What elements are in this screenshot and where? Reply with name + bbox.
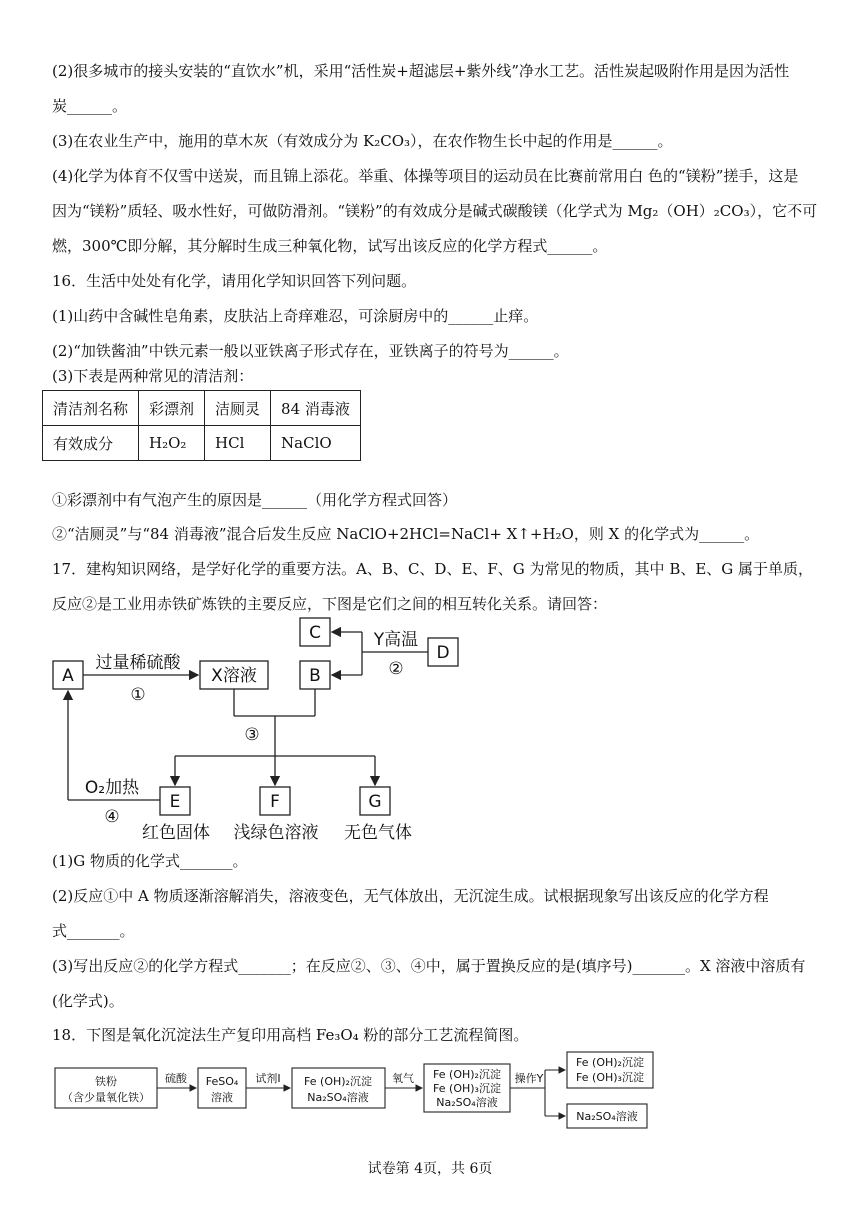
box1-line2: （含少量氧化铁） xyxy=(62,1091,150,1104)
arrow2-label: Y高温 xyxy=(373,630,419,650)
caption-g: 无色气体 xyxy=(344,823,412,843)
q16-stem: 16．生活中处处有化学，请用化学知识回答下列问题。 xyxy=(52,272,417,290)
arrow-oxygen: 氧气 xyxy=(392,1072,414,1085)
q17-stem-line2: 反应②是工业用赤铁矿炼铁的主要反应，下图是它们之间的相互转化关系。请回答： xyxy=(52,595,608,613)
arrow-reagent: 试剂I xyxy=(255,1072,281,1085)
node-e: E xyxy=(169,792,181,812)
caption-f: 浅绿色溶液 xyxy=(233,823,319,843)
table-cell: 彩漂剂 xyxy=(139,391,205,426)
table-cell: 清洁剂名称 xyxy=(43,391,139,426)
q17-part2-line2: 式_______。 xyxy=(52,922,135,940)
node-x: X溶液 xyxy=(211,666,257,686)
arrow-sulfuric-acid: 硫酸 xyxy=(165,1072,187,1085)
table-cell: 84 消毒液 xyxy=(271,391,361,426)
node-b: B xyxy=(309,666,321,686)
q18-stem: 18．下图是氧化沉淀法生产复印用高档 Fe₃O₄ 粉的部分工艺流程简图。 xyxy=(52,1026,529,1044)
q16-part1: (1)山药中含碱性皂角素，皮肤沾上奇痒难忍，可涂厨房中的______止痒。 xyxy=(52,307,539,325)
node-g: G xyxy=(368,792,382,812)
node-f: F xyxy=(270,792,280,812)
node-a: A xyxy=(62,666,74,686)
arrow-operation-y: 操作Y xyxy=(514,1072,544,1085)
box3-line1: Fe (OH)₂沉淀 xyxy=(304,1075,372,1088)
table-cell: 有效成分 xyxy=(43,426,139,461)
box3-line2: Na₂SO₄溶液 xyxy=(307,1091,369,1104)
q15-part4-line1: (4)化学为体育不仅雪中送炭，而且锦上添花。举重、体操等项目的运动员在比赛前常用白 色的“镁粉”搓手，这是 xyxy=(52,167,799,185)
table-cell: NaClO xyxy=(271,426,361,461)
process-flow-diagram xyxy=(0,1040,860,1140)
q17-stem-line1: 17．建构知识网络，是学好化学的重要方法。A、B、C、D、E、F、G 为常见的物质，其中 B、E、G 属于单质， xyxy=(52,560,814,578)
reaction1-number: ① xyxy=(130,685,146,705)
table-cell: 洁厕灵 xyxy=(205,391,271,426)
box5-line2: Fe (OH)₃沉淀 xyxy=(576,1071,644,1084)
node-c: C xyxy=(309,623,321,643)
arrow4-label: O₂加热 xyxy=(84,778,140,798)
box5-line1: Fe (OH)₂沉淀 xyxy=(576,1056,644,1069)
reaction2-number: ② xyxy=(388,659,404,679)
q16-sub2: ②“洁厕灵”与“84 消毒液”混合后发生反应 NaClO+2HCl=NaCl+ X↑+H₂O，则 X 的化学式为______。 xyxy=(52,525,760,543)
table-cell: HCl xyxy=(205,426,271,461)
arrow1-label: 过量稀硫酸 xyxy=(95,653,181,673)
q16-part3: (3)下表是两种常见的清洁剂： xyxy=(52,367,254,385)
table-row xyxy=(43,391,361,426)
q15-part4-line3: 燃，300℃即分解，其分解时生成三种氧化物，试写出该反应的化学方程式______。 xyxy=(52,237,608,255)
q15-part3: (3)在农业生产中，施用的草木灰（有效成分为 K₂CO₃），在农作物生长中起的作用是______。 xyxy=(52,132,673,150)
q17-part1: (1)G 物质的化学式_______。 xyxy=(52,852,248,870)
box4-line2: Fe (OH)₃沉淀 xyxy=(433,1082,501,1095)
box4-line3: Na₂SO₄溶液 xyxy=(436,1096,498,1109)
q15-part2-line1: (2)很多城市的接头安装的“直饮水”机，采用“活性炭+超滤层+紫外线”净水工艺。活性炭起吸附作用是因为活性 xyxy=(52,62,790,80)
reaction-network-diagram xyxy=(0,600,860,850)
q16-sub1: ①彩漂剂中有气泡产生的原因是______（用化学方程式回答） xyxy=(52,491,458,509)
table-row xyxy=(43,426,361,461)
reaction3-number: ③ xyxy=(244,725,260,745)
box1-line1: 铁粉 xyxy=(95,1075,117,1088)
caption-e: 红色固体 xyxy=(142,823,210,843)
q15-part2-line2: 炭______。 xyxy=(52,97,128,115)
q17-part3-line1: (3)写出反应②的化学方程式_______；在反应②、③、④中，属于置换反应的是(填序号)_______。X 溶液中溶质有 xyxy=(52,957,806,975)
node-d: D xyxy=(436,643,450,663)
page-footer: 试卷第 4页，共 6页 xyxy=(367,1161,493,1177)
box4-line1: Fe (OH)₂沉淀 xyxy=(433,1068,501,1081)
cleaner-table xyxy=(42,390,361,461)
q17-part2-line1: (2)反应①中 A 物质逐渐溶解消失，溶液变色，无气体放出，无沉淀生成。试根据现象写出该反应的化学方程 xyxy=(52,887,769,905)
q15-part4-line2: 因为“镁粉”质轻、吸水性好，可做防滑剂。“镁粉”的有效成分是碱式碳酸镁（化学式为 Mg₂（OH）₂CO₃），它不可 xyxy=(52,202,818,220)
reaction4-number: ④ xyxy=(104,807,120,827)
box6: Na₂SO₄溶液 xyxy=(576,1110,638,1123)
q16-part2: (2)“加铁酱油”中铁元素一般以亚铁离子形式存在，亚铁离子的符号为______。 xyxy=(52,342,569,360)
box2-line2: 溶液 xyxy=(211,1091,233,1104)
table-cell: H₂O₂ xyxy=(139,426,205,461)
q17-part3-line2: (化学式)。 xyxy=(52,992,124,1010)
box2-line1: FeSO₄ xyxy=(205,1075,239,1088)
